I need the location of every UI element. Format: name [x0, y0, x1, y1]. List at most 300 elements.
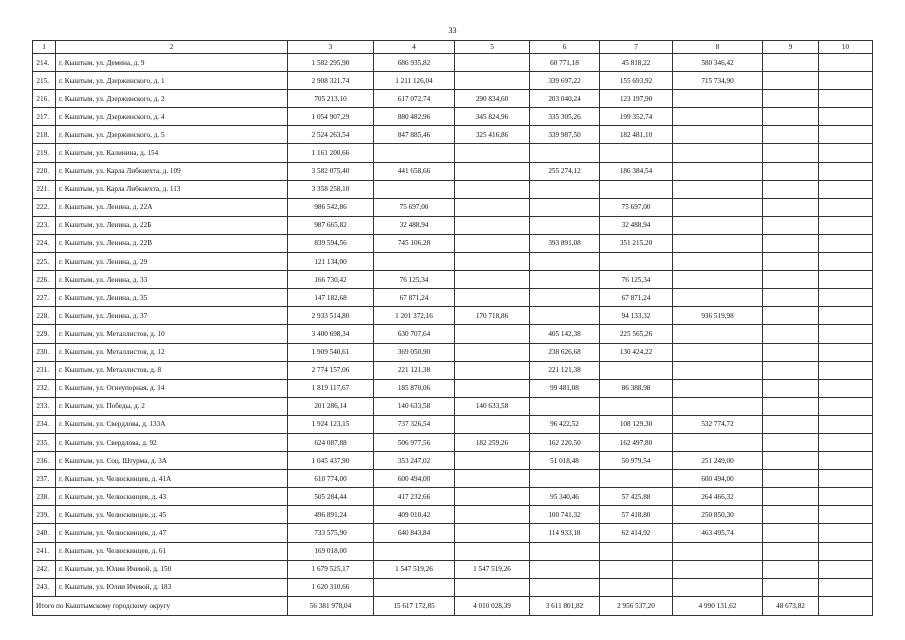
amount-cell: 199 352,74 [600, 108, 673, 126]
amount-cell: 705 213,10 [288, 90, 374, 108]
amount-cell [673, 144, 763, 162]
address-cell: г. Кыштым, ул. Свердлова, д. 133А [56, 415, 288, 433]
amount-cell [763, 307, 819, 325]
page-number: 33 [448, 26, 457, 35]
amount-cell: 600 494,00 [374, 470, 455, 488]
address-cell: г. Кыштым, ул. Челюскинцев, д. 61 [56, 542, 288, 560]
row-number: 227. [33, 289, 56, 307]
address-cell: г. Кыштым, ул. Калинина, д. 154 [56, 144, 288, 162]
table-row [33, 198, 873, 216]
amount-cell [763, 72, 819, 90]
amount-cell [530, 144, 600, 162]
amount-cell [455, 271, 530, 289]
amount-cell [530, 271, 600, 289]
amount-cell [819, 54, 873, 72]
amount-cell [455, 144, 530, 162]
amount-cell: 496 891,24 [288, 506, 374, 524]
amount-cell: 251 249,00 [673, 452, 763, 470]
amount-cell: 121 134,00 [288, 253, 374, 271]
amount-cell: 67 871,24 [600, 289, 673, 307]
row-number: 218. [33, 126, 56, 144]
amount-cell: 936 519,98 [673, 307, 763, 325]
amount-cell [673, 198, 763, 216]
amount-cell: 1 547 519,26 [374, 560, 455, 578]
amount-cell [673, 379, 763, 397]
amount-cell [673, 90, 763, 108]
column-header: 10 [819, 41, 873, 54]
amount-cell [819, 180, 873, 198]
address-cell: г. Кыштым, ул. Победы, д. 2 [56, 397, 288, 415]
amount-cell [819, 542, 873, 560]
amount-cell: 532 774,72 [673, 415, 763, 433]
amount-cell [455, 415, 530, 433]
address-cell: г. Кыштым, ул. Карла Либкнехта, д. 109 [56, 162, 288, 180]
amount-cell: 94 133,32 [600, 307, 673, 325]
amount-cell [455, 361, 530, 379]
table-row [33, 144, 873, 162]
amount-cell: 162 220,50 [530, 433, 600, 451]
table-row [33, 470, 873, 488]
amount-cell: 155 693,92 [600, 72, 673, 90]
amount-cell [763, 506, 819, 524]
amount-cell [455, 452, 530, 470]
amount-cell [673, 343, 763, 361]
amount-cell [673, 253, 763, 271]
row-number: 217. [33, 108, 56, 126]
amount-cell: 1 161 200,66 [288, 144, 374, 162]
amount-cell [763, 379, 819, 397]
amount-cell [673, 397, 763, 415]
amount-cell: 221 121,38 [530, 361, 600, 379]
table-row [33, 578, 873, 596]
address-cell: г. Кыштым, ул. Юлии Ичевой, д. 183 [56, 578, 288, 596]
amount-cell [455, 578, 530, 596]
amount-cell [600, 578, 673, 596]
row-number: 230. [33, 343, 56, 361]
amount-cell: 1 924 123,15 [288, 415, 374, 433]
table-row [33, 379, 873, 397]
table-row [33, 560, 873, 578]
amount-cell [673, 542, 763, 560]
amount-cell: 147 182,68 [288, 289, 374, 307]
amount-cell: 140 633,58 [455, 397, 530, 415]
table-row [33, 542, 873, 560]
amount-cell: 351 215,20 [600, 234, 673, 252]
amount-cell: 839 594,56 [288, 234, 374, 252]
row-number: 237. [33, 470, 56, 488]
column-header: 1 [33, 41, 56, 54]
amount-cell [763, 542, 819, 560]
column-header: 3 [288, 41, 374, 54]
amount-cell [763, 54, 819, 72]
amount-cell: 463 495,74 [673, 524, 763, 542]
amount-cell: 987 665,82 [288, 216, 374, 234]
table-row [33, 180, 873, 198]
row-number: 222. [33, 198, 56, 216]
amount-cell: 67 871,24 [374, 289, 455, 307]
amount-cell [763, 415, 819, 433]
total-amount-cell: 56 381 978,04 [288, 596, 374, 615]
amount-cell [673, 361, 763, 379]
row-number: 219. [33, 144, 56, 162]
amount-cell: 1 547 519,26 [455, 560, 530, 578]
address-cell: г. Кыштым, ул. Дзержинского, д. 4 [56, 108, 288, 126]
amount-cell [673, 289, 763, 307]
amount-cell [530, 470, 600, 488]
amount-cell: 325 416,86 [455, 126, 530, 144]
amount-cell: 1 054 907,29 [288, 108, 374, 126]
amount-cell: 686 935,82 [374, 54, 455, 72]
amount-cell: 108 129,30 [600, 415, 673, 433]
amount-cell [600, 361, 673, 379]
table-row [33, 506, 873, 524]
amount-cell: 140 633,58 [374, 397, 455, 415]
amount-cell: 76 125,34 [600, 271, 673, 289]
amount-cell: 75 697,00 [600, 198, 673, 216]
amount-cell: 185 870,06 [374, 379, 455, 397]
address-cell: г. Кыштым, ул. Карла Либкнехта, д. 113 [56, 180, 288, 198]
address-cell: г. Кыштым, ул. Челюскинцев, д. 47 [56, 524, 288, 542]
row-number: 226. [33, 271, 56, 289]
amount-cell: 505 284,44 [288, 488, 374, 506]
row-number: 216. [33, 90, 56, 108]
amount-cell [600, 542, 673, 560]
amount-cell [819, 379, 873, 397]
amount-cell: 640 843,84 [374, 524, 455, 542]
amount-cell [374, 180, 455, 198]
amount-cell [819, 361, 873, 379]
address-cell: г. Кыштым, ул. Юлии Ичевой, д. 150 [56, 560, 288, 578]
amount-cell [819, 415, 873, 433]
amount-cell [819, 397, 873, 415]
row-number: 225. [33, 253, 56, 271]
address-cell: г. Кыштым, ул. Металлистов, д. 8 [56, 361, 288, 379]
amount-cell [819, 162, 873, 180]
table-row [33, 343, 873, 361]
address-cell: г. Кыштым, ул. Соц. Штурма, д. 3А [56, 452, 288, 470]
address-cell: г. Кыштым, ул. Ленина, д. 29 [56, 253, 288, 271]
amount-cell: 369 050,90 [374, 343, 455, 361]
address-cell: г. Кыштым, ул. Ленина, д. 22А [56, 198, 288, 216]
address-cell: г. Кыштым, ул. Ленина, д. 22Б [56, 216, 288, 234]
amount-cell [763, 234, 819, 252]
amount-cell: 95 340,46 [530, 488, 600, 506]
amount-cell: 166 730,42 [288, 271, 374, 289]
amount-cell [673, 162, 763, 180]
amount-cell: 617 072,74 [374, 90, 455, 108]
amount-cell: 600 494,00 [673, 470, 763, 488]
table-row [33, 289, 873, 307]
amount-cell [600, 470, 673, 488]
amount-cell: 986 542,86 [288, 198, 374, 216]
column-header: 6 [530, 41, 600, 54]
amount-cell [763, 126, 819, 144]
amount-cell: 880 482,96 [374, 108, 455, 126]
amount-cell: 405 142,38 [530, 325, 600, 343]
amount-cell: 2 774 157,06 [288, 361, 374, 379]
address-cell: г. Кыштым, ул. Ленина, д. 33 [56, 271, 288, 289]
amount-cell [455, 234, 530, 252]
amount-cell: 182 259,26 [455, 433, 530, 451]
amount-cell [673, 325, 763, 343]
column-header: 7 [600, 41, 673, 54]
amount-cell [819, 234, 873, 252]
amount-cell: 162 497,80 [600, 433, 673, 451]
amount-cell [530, 216, 600, 234]
amount-cell: 506 977,56 [374, 433, 455, 451]
amount-cell [455, 216, 530, 234]
amount-cell: 417 232,66 [374, 488, 455, 506]
amount-cell [455, 524, 530, 542]
amount-cell [763, 253, 819, 271]
table-row [33, 253, 873, 271]
amount-cell [763, 162, 819, 180]
amount-cell [763, 325, 819, 343]
amount-cell: 1 819 117,67 [288, 379, 374, 397]
row-number: 233. [33, 397, 56, 415]
column-header: 4 [374, 41, 455, 54]
table-row [33, 90, 873, 108]
amount-cell [763, 452, 819, 470]
amount-cell: 32 488,94 [600, 216, 673, 234]
amount-cell: 250 850,30 [673, 506, 763, 524]
amount-cell: 345 824,96 [455, 108, 530, 126]
amount-cell [763, 271, 819, 289]
row-number: 232. [33, 379, 56, 397]
total-amount-cell: 15 617 172,85 [374, 596, 455, 615]
amount-cell [455, 72, 530, 90]
amount-cell [600, 180, 673, 198]
column-header: 8 [673, 41, 763, 54]
amount-cell: 733 575,90 [288, 524, 374, 542]
amount-cell: 2 933 514,80 [288, 307, 374, 325]
amount-cell [455, 289, 530, 307]
row-number: 243. [33, 578, 56, 596]
row-number: 236. [33, 452, 56, 470]
amount-cell: 715 734,90 [673, 72, 763, 90]
row-number: 215. [33, 72, 56, 90]
amount-cell: 45 818,22 [600, 54, 673, 72]
total-amount-cell: 4 010 028,39 [455, 596, 530, 615]
amount-cell: 201 286,14 [288, 397, 374, 415]
amount-cell: 2 908 321,74 [288, 72, 374, 90]
row-number: 238. [33, 488, 56, 506]
row-number: 223. [33, 216, 56, 234]
row-number: 242. [33, 560, 56, 578]
amount-cell: 221 121,38 [374, 361, 455, 379]
table-row [33, 72, 873, 90]
amount-cell [455, 488, 530, 506]
amount-cell: 186 384,54 [600, 162, 673, 180]
amount-cell: 339 987,50 [530, 126, 600, 144]
amount-cell [673, 271, 763, 289]
amount-cell [819, 560, 873, 578]
table-row [33, 325, 873, 343]
row-number: 228. [33, 307, 56, 325]
address-cell: г. Кыштым, ул. Челюскинцев, д. 43 [56, 488, 288, 506]
amount-cell: 353 247,02 [374, 452, 455, 470]
amount-cell: 610 774,00 [288, 470, 374, 488]
amount-cell: 3 582 075,40 [288, 162, 374, 180]
amount-cell: 100 741,32 [530, 506, 600, 524]
amount-cell [673, 126, 763, 144]
amount-cell [763, 361, 819, 379]
amount-cell [374, 542, 455, 560]
amount-cell [819, 488, 873, 506]
amount-cell [763, 108, 819, 126]
amount-cell [819, 578, 873, 596]
amount-cell: 238 626,68 [530, 343, 600, 361]
amount-cell [673, 180, 763, 198]
amount-cell [600, 253, 673, 271]
address-cell: г. Кыштым, ул. Дзержинского, д. 1 [56, 72, 288, 90]
amount-cell: 1 620 310,66 [288, 578, 374, 596]
amount-cell [374, 253, 455, 271]
amount-cell [763, 488, 819, 506]
amount-cell: 57 425,88 [600, 488, 673, 506]
amount-cell: 290 834,60 [455, 90, 530, 108]
table-row [33, 488, 873, 506]
address-cell: г. Кыштым, ул. Свердлова, д. 92 [56, 433, 288, 451]
amount-cell [763, 560, 819, 578]
table-row [33, 271, 873, 289]
total-amount-cell: 48 673,82 [763, 596, 819, 615]
amount-cell: 847 885,46 [374, 126, 455, 144]
amount-cell [673, 560, 763, 578]
amount-cell: 255 274,12 [530, 162, 600, 180]
amount-cell [455, 162, 530, 180]
amount-cell: 2 524 263,54 [288, 126, 374, 144]
amount-cell: 62 414,92 [600, 524, 673, 542]
amount-cell [763, 397, 819, 415]
amount-cell: 1 582 295,90 [288, 54, 374, 72]
row-number: 241. [33, 542, 56, 560]
amount-cell [600, 397, 673, 415]
amount-cell [763, 524, 819, 542]
amount-cell: 170 718,86 [455, 307, 530, 325]
amount-cell: 339 697,22 [530, 72, 600, 90]
amount-cell [673, 234, 763, 252]
amount-cell: 114 933,18 [530, 524, 600, 542]
address-cell: г. Кыштым, ул. Огнеупорная, д. 14 [56, 379, 288, 397]
amount-cell: 3 400 698,34 [288, 325, 374, 343]
amount-cell [530, 578, 600, 596]
amount-cell: 1 045 437,90 [288, 452, 374, 470]
amount-cell [455, 506, 530, 524]
amount-cell [600, 560, 673, 578]
total-amount-cell [819, 596, 873, 615]
amount-cell [763, 343, 819, 361]
amount-cell [819, 216, 873, 234]
address-cell: г. Кыштым, ул. Ленина, д. 22В [56, 234, 288, 252]
amount-cell [455, 343, 530, 361]
amount-cell [673, 433, 763, 451]
amount-cell: 335 305,26 [530, 108, 600, 126]
amount-cell [530, 542, 600, 560]
table-row [33, 397, 873, 415]
amount-cell: 745 106,28 [374, 234, 455, 252]
amount-cell: 60 771,18 [530, 54, 600, 72]
amount-cell [819, 433, 873, 451]
amount-cell: 1 679 525,17 [288, 560, 374, 578]
amount-cell [763, 198, 819, 216]
amount-cell [530, 253, 600, 271]
amount-cell [763, 90, 819, 108]
row-number: 231. [33, 361, 56, 379]
address-cell: г. Кыштым, ул. Дзержинского, д. 2 [56, 90, 288, 108]
amount-cell: 630 707,64 [374, 325, 455, 343]
amount-cell [455, 325, 530, 343]
column-header: 9 [763, 41, 819, 54]
table-row [33, 415, 873, 433]
amount-cell [819, 253, 873, 271]
amount-cell [763, 578, 819, 596]
amount-cell [819, 470, 873, 488]
row-number: 240. [33, 524, 56, 542]
amount-cell [819, 72, 873, 90]
address-cell: г. Кыштым, ул. Ленина, д. 37 [56, 307, 288, 325]
amount-cell: 50 979,54 [600, 452, 673, 470]
table-row [33, 361, 873, 379]
amount-cell [819, 126, 873, 144]
amount-cell: 51 018,48 [530, 452, 600, 470]
amount-cell [673, 216, 763, 234]
amount-cell [530, 180, 600, 198]
total-row [33, 596, 873, 615]
amount-cell: 96 422,52 [530, 415, 600, 433]
total-label: Итого по Кыштымскому городскому округу [33, 596, 288, 615]
row-number: 220. [33, 162, 56, 180]
row-number: 214. [33, 54, 56, 72]
table-row [33, 452, 873, 470]
amount-cell: 76 125,34 [374, 271, 455, 289]
amount-cell: 225 565,26 [600, 325, 673, 343]
table-row [33, 433, 873, 451]
amount-cell: 264 466,32 [673, 488, 763, 506]
amount-cell: 86 388,98 [600, 379, 673, 397]
table-row [33, 126, 873, 144]
amount-cell [455, 470, 530, 488]
amount-cell: 393 891,08 [530, 234, 600, 252]
amount-cell [530, 289, 600, 307]
amount-cell [819, 524, 873, 542]
amount-cell: 130 424,22 [600, 343, 673, 361]
amount-cell: 123 197,90 [600, 90, 673, 108]
amount-cell [455, 542, 530, 560]
amount-cell [763, 216, 819, 234]
amount-cell [763, 433, 819, 451]
amount-cell [819, 198, 873, 216]
amount-cell [600, 144, 673, 162]
table-row [33, 307, 873, 325]
amount-cell [819, 325, 873, 343]
address-cell: г. Кыштым, ул. Демина, д. 9 [56, 54, 288, 72]
amount-cell [819, 90, 873, 108]
amount-cell [763, 180, 819, 198]
amount-cell: 75 697,00 [374, 198, 455, 216]
row-number: 234. [33, 415, 56, 433]
total-amount-cell: 3 611 801,82 [530, 596, 600, 615]
amount-cell: 3 358 258,10 [288, 180, 374, 198]
amount-cell [819, 289, 873, 307]
amount-cell: 441 658,66 [374, 162, 455, 180]
amount-cell: 1 909 540,61 [288, 343, 374, 361]
amount-cell: 169 018,00 [288, 542, 374, 560]
amount-cell [374, 144, 455, 162]
amount-cell [763, 470, 819, 488]
amount-cell: 203 040,24 [530, 90, 600, 108]
amount-cell: 32 488,94 [374, 216, 455, 234]
